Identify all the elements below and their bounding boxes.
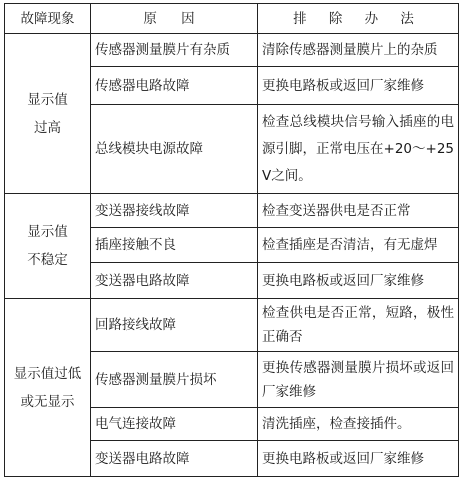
- remedy-cell: 更换电路板或返回厂家维修: [258, 67, 459, 105]
- cause-cell: 回路接线故障: [91, 299, 258, 352]
- cause-cell: 传感器测量膜片损坏: [91, 352, 258, 408]
- cause-cell: 变送器接线故障: [91, 194, 258, 228]
- remedy-cell: 清洗插座，检查接插件。: [258, 408, 459, 441]
- troubleshooting-table: [4, 3, 459, 477]
- cause-cell: 电气连接故障: [91, 408, 258, 441]
- remedy-cell: 检查总线模块信号输入插座的电源引脚，正常电压在+20～+25V之间。: [258, 105, 459, 194]
- remedy-cell: 检查变送器供电是否正常: [258, 194, 459, 228]
- table-header-row: [5, 4, 459, 34]
- cause-cell: 传感器电路故障: [91, 67, 258, 105]
- remedy-cell: 更换传感器测量膜片损坏或返回厂家维修: [258, 352, 459, 408]
- header-symptom: 故障现象: [5, 4, 91, 34]
- remedy-cell: 检查插座是否清洁，有无虚焊: [258, 228, 459, 263]
- remedy-cell: 检查供电是否正常，短路，极性正确否: [258, 299, 459, 352]
- symptom-cell: 显示值 不稳定: [5, 194, 91, 299]
- cause-cell: 插座接触不良: [91, 228, 258, 263]
- table-row: [5, 299, 459, 352]
- symptom-cell: 显示值 过高: [5, 34, 91, 194]
- remedy-cell: 更换电路板或返回厂家维修: [258, 441, 459, 477]
- header-remedy: 排 除 办 法: [258, 4, 459, 34]
- cause-cell: 总线模块电源故障: [91, 105, 258, 194]
- table-row: [5, 34, 459, 67]
- remedy-cell: 清除传感器测量膜片上的杂质: [258, 34, 459, 67]
- symptom-cell: 显示值过低 或无显示: [5, 299, 91, 477]
- remedy-cell: 更换电路板或返回厂家维修: [258, 263, 459, 299]
- table-row: [5, 194, 459, 228]
- header-cause: 原 因: [91, 4, 258, 34]
- cause-cell: 变送器电路故障: [91, 441, 258, 477]
- cause-cell: 传感器测量膜片有杂质: [91, 34, 258, 67]
- cause-cell: 变送器电路故障: [91, 263, 258, 299]
